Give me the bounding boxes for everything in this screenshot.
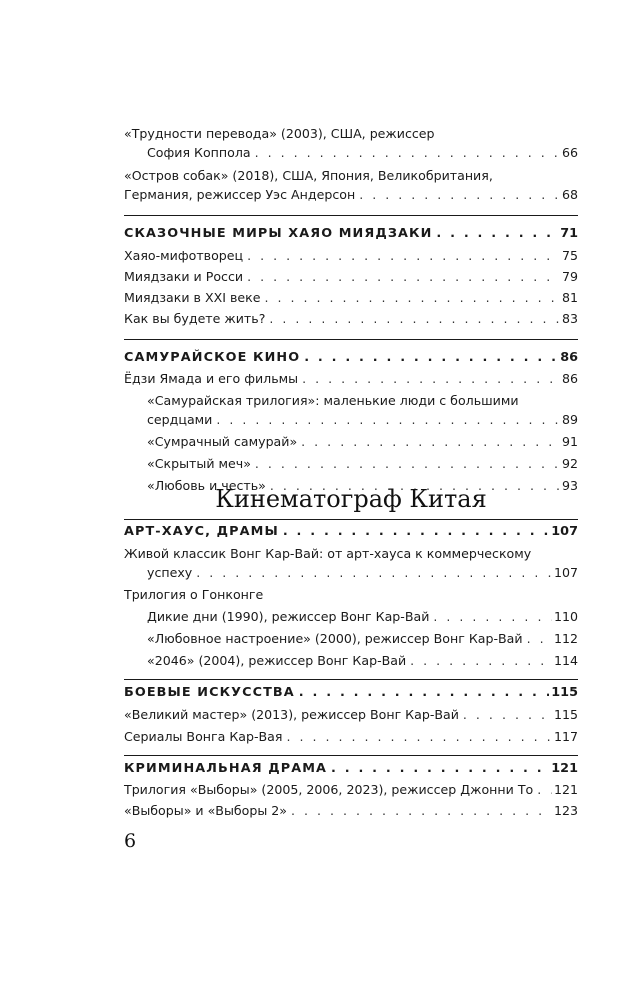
entry-title-line2: Германия, режиссер Уэс Андерсон	[124, 187, 356, 202]
entry-title: «2046» (2004), режиссер Вонг Кар-Вай	[147, 653, 407, 668]
toc-entry	[124, 432, 578, 451]
toc-entry-wong-kar-wai	[124, 544, 578, 582]
section-heading-arthouse	[124, 522, 578, 541]
table-of-contents-china	[124, 519, 578, 820]
entry-page: 68	[561, 187, 578, 202]
section-divider	[124, 215, 578, 216]
entry-title: «Любовное настроение» (2000), режиссер Вонг Кар-Вай	[147, 631, 523, 646]
entry-page: 93	[561, 478, 578, 493]
entry-page: 117	[553, 729, 578, 744]
toc-entry	[124, 801, 578, 820]
leader-dots	[537, 780, 552, 799]
leader-dots	[463, 705, 552, 724]
toc-entry	[124, 454, 578, 473]
entry-title: Миядзаки в XXI веке	[124, 290, 261, 305]
table-of-contents	[124, 124, 578, 495]
toc-entry	[124, 369, 578, 388]
leader-dots	[255, 454, 560, 473]
entry-title-line2: София Коппола	[147, 145, 251, 160]
entry-page: 89	[561, 412, 578, 427]
entry-title-line1: «Трудности перевода» (2003), США, режиссер	[124, 126, 435, 141]
leader-dots	[301, 432, 560, 451]
entry-title: Сериалы Вонга Кар-Вая	[124, 729, 283, 744]
section-page: 107	[551, 524, 578, 539]
entry-page: 110	[553, 609, 578, 624]
chapter-title: Кинематограф Китая	[215, 485, 487, 513]
entry-title: Трилогия «Выборы» (2005, 2006, 2023), режиссер Джонни То	[124, 782, 534, 797]
page-number: 6	[124, 830, 137, 852]
section-title: БОЕВЫЕ ИСКУССТВА	[124, 685, 295, 700]
entry-title: Дикие дни (1990), режиссер Вонг Кар-Вай	[147, 609, 430, 624]
section-title: СКАЗОЧНЫЕ МИРЫ ХАЯО МИЯДЗАКИ	[124, 226, 433, 241]
entry-page: 107	[553, 565, 578, 580]
section-title: САМУРАЙСКОЕ КИНО	[124, 350, 301, 365]
entry-title-line1: Живой классик Вонг Кар-Вай: от арт-хауса к коммерческому	[124, 546, 532, 561]
entry-title-line2: успеху	[147, 565, 193, 580]
leader-dots	[196, 563, 552, 582]
leader-dots	[291, 801, 552, 820]
section-page: 86	[560, 350, 578, 365]
toc-entry	[124, 607, 578, 626]
entry-title: Хаяо-мифотворец	[124, 248, 244, 263]
entry-page: 114	[553, 653, 578, 668]
entry-page: 83	[561, 311, 578, 326]
section-heading-miyazaki	[124, 224, 578, 243]
entry-title-line1: «Самурайская трилогия»: маленькие люди с большими	[147, 393, 519, 408]
toc-entry	[124, 651, 578, 670]
section-title: КРИМИНАЛЬНАЯ ДРАМА	[124, 761, 328, 776]
leader-dots	[286, 727, 551, 746]
toc-entry	[124, 780, 578, 799]
toc-entry-samurai-trilogy	[124, 391, 578, 429]
section-divider	[124, 519, 578, 520]
entry-title: Как вы будете жить?	[124, 311, 266, 326]
leader-dots	[302, 369, 560, 388]
entry-title-line2: сердцами	[147, 412, 213, 427]
entry-page: 86	[561, 371, 578, 386]
entry-page: 91	[561, 434, 578, 449]
leader-dots	[216, 410, 560, 429]
section-heading-martial-arts	[124, 683, 578, 702]
entry-title: «Великий мастер» (2013), режиссер Вонг Кар-Вай	[124, 707, 459, 722]
entry-title: Ёдзи Ямада и его фильмы	[124, 371, 299, 386]
section-title: АРТ-ХАУС, ДРАМЫ	[124, 524, 279, 539]
leader-dots	[255, 143, 560, 162]
leader-dots	[269, 309, 560, 328]
section-divider	[124, 339, 578, 340]
entry-page: 79	[561, 269, 578, 284]
leader-dots	[433, 607, 552, 626]
entry-page: 123	[553, 803, 578, 818]
entry-title: Миядзаки и Росси	[124, 269, 244, 284]
entry-page: 75	[561, 248, 578, 263]
entry-title: «Любовь и честь»	[147, 478, 266, 493]
toc-entry-isle-of-dogs	[124, 166, 578, 204]
subheading-hong-kong-trilogy: Трилогия о Гонконге	[124, 587, 264, 602]
leader-dots	[283, 522, 549, 541]
leader-dots	[359, 185, 560, 204]
entry-page: 92	[561, 456, 578, 471]
leader-dots	[410, 651, 552, 670]
section-heading-crime-drama	[124, 759, 578, 778]
leader-dots	[527, 629, 552, 648]
toc-entry	[124, 288, 578, 307]
leader-dots	[436, 224, 558, 243]
leader-dots	[247, 267, 560, 286]
section-divider	[124, 679, 578, 680]
toc-entry	[124, 309, 578, 328]
entry-page: 81	[561, 290, 578, 305]
leader-dots	[304, 348, 558, 367]
section-page: 71	[560, 226, 578, 241]
toc-entry	[124, 246, 578, 265]
leader-dots	[299, 683, 549, 702]
entry-page: 121	[553, 782, 578, 797]
entry-title: «Сумрачный самурай»	[147, 434, 298, 449]
section-divider	[124, 755, 578, 756]
entry-title: «Выборы» и «Выборы 2»	[124, 803, 288, 818]
entry-page: 115	[553, 707, 578, 722]
entry-page: 112	[553, 631, 578, 646]
toc-entry	[124, 727, 578, 746]
section-page: 115	[551, 685, 578, 700]
section-page: 121	[551, 761, 578, 776]
toc-entry-lost-in-translation	[124, 124, 578, 162]
toc-entry	[124, 267, 578, 286]
entry-page: 66	[561, 145, 578, 160]
toc-entry	[124, 705, 578, 724]
leader-dots	[264, 288, 560, 307]
leader-dots	[247, 246, 560, 265]
leader-dots	[331, 759, 549, 778]
toc-entry	[124, 629, 578, 648]
section-heading-samurai	[124, 348, 578, 367]
entry-title: «Скрытый меч»	[147, 456, 251, 471]
entry-title-line1: «Остров собак» (2018), США, Япония, Великобритания,	[124, 168, 493, 183]
